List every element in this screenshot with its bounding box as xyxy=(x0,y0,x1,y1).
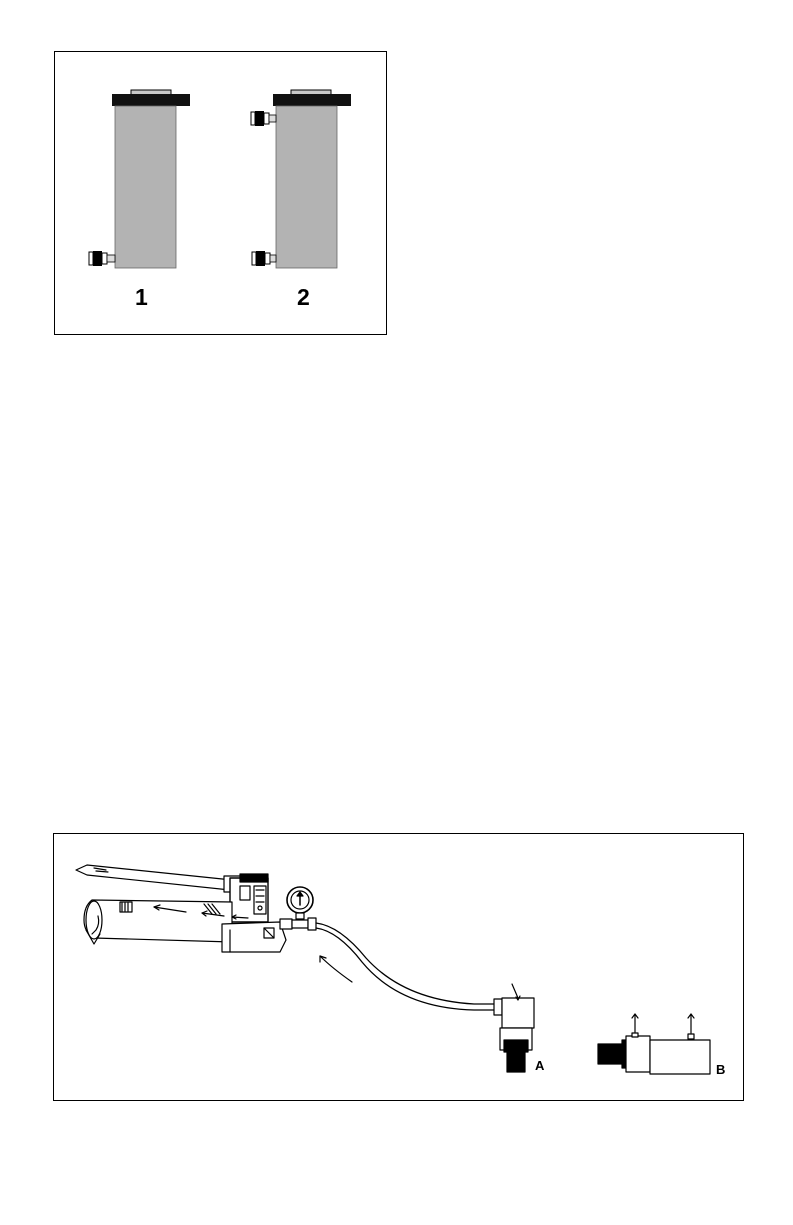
cylinder-view-a xyxy=(494,984,534,1072)
cylinder-view-b xyxy=(598,1014,710,1074)
pump-handle xyxy=(76,865,242,892)
tee-fitting xyxy=(280,918,316,930)
cylinder-figure xyxy=(54,51,387,335)
double-acting-cylinder xyxy=(251,90,351,268)
hydraulic-hose xyxy=(316,923,494,1004)
return-flow-arrow xyxy=(320,956,352,982)
cylinder-illustration xyxy=(55,52,388,336)
view-b-label: B xyxy=(716,1062,726,1077)
cylinder-cap xyxy=(112,94,190,106)
cylinder-body xyxy=(115,106,176,268)
coupler-fitting-upper xyxy=(251,111,276,126)
coupler-fitting xyxy=(89,251,115,266)
pump-connection-figure xyxy=(53,833,744,1101)
pressure-gauge xyxy=(287,887,313,919)
cylinder-2-label: 2 xyxy=(297,284,310,310)
view-a-label: A xyxy=(535,1058,545,1073)
pump-base xyxy=(222,922,286,952)
pump-reservoir xyxy=(84,900,232,944)
single-acting-cylinder xyxy=(89,90,190,268)
cylinder-body xyxy=(276,106,337,268)
cylinder-cap xyxy=(273,94,351,106)
coupler-fitting-lower xyxy=(252,251,276,266)
pump-illustration xyxy=(54,834,745,1102)
cylinder-1-label: 1 xyxy=(135,284,148,310)
